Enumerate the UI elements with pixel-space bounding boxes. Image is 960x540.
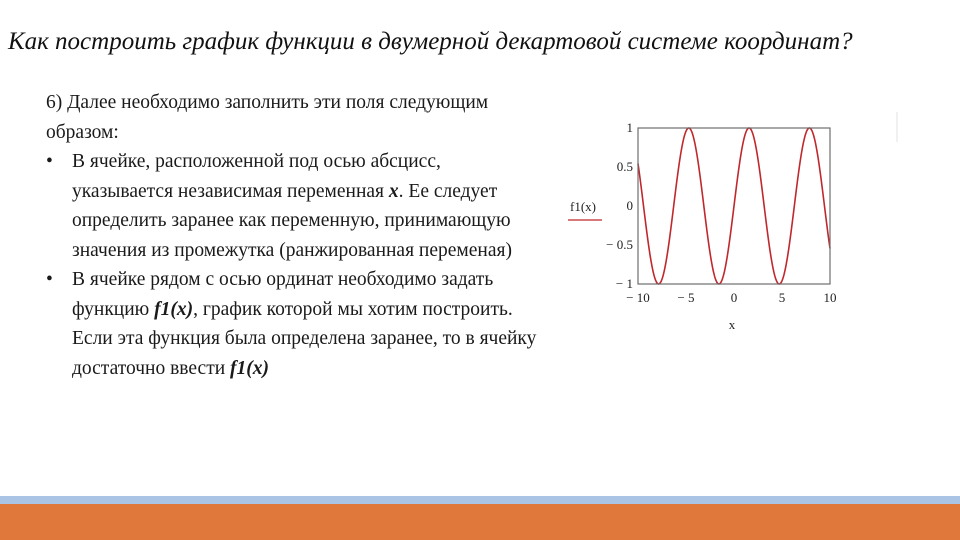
y-tick-label: 1 — [626, 120, 633, 135]
bullet-1-text-end: . Ее следует определить заранее как переменную, принимающую значения из промежутка (ранжированная переменая) — [72, 180, 512, 261]
x-tick-label: − 5 — [677, 290, 695, 305]
bullet-item-1 — [46, 147, 546, 265]
intro-text: 6) Далее необходимо заполнить эти поля следующим образом: — [46, 92, 489, 143]
bullet-marker: • — [46, 269, 53, 290]
function-graph — [564, 112, 864, 337]
bullet-2-text-middle: , график которой мы хотим построить. Если эта функция была определена заранее, то в ячейку достаточно ввести — [72, 298, 537, 379]
bullet-item-2 — [46, 265, 546, 383]
footer-strip-orange — [0, 504, 960, 540]
y-axis-label: f1(x) — [570, 199, 596, 214]
y-tick-label: 0 — [626, 198, 633, 213]
footer-strip-blue — [0, 496, 960, 504]
y-tick-label: − 1 — [615, 276, 633, 291]
x-axis-label: x — [728, 317, 736, 332]
x-tick-label: 0 — [730, 290, 738, 305]
series-line-f1 — [638, 128, 830, 284]
bullet-2-function: f1(x) — [154, 298, 194, 320]
bullet-1-variable: x — [388, 180, 399, 202]
bullet-2-text-start: В ячейке рядом с осью ординат необходимо задать функцию — [72, 269, 494, 320]
bullet-2-function-end: f1(x) — [230, 357, 270, 379]
bullet-marker: • — [46, 151, 53, 172]
slide-title: Как построить график функции в двумерной декартовой системе координат? — [8, 28, 853, 55]
x-tick-label: 10 — [823, 290, 837, 305]
bullet-1-text-start: В ячейке, расположенной под осью абсцисс, указывается независимая переменная — [72, 151, 441, 202]
y-tick-label: − 0.5 — [606, 237, 633, 252]
decorative-mark — [896, 112, 898, 142]
x-tick-label: − 10 — [626, 290, 650, 305]
slide-body — [46, 88, 546, 383]
x-tick-label: 5 — [778, 290, 786, 305]
y-tick-label: 0.5 — [616, 159, 633, 174]
